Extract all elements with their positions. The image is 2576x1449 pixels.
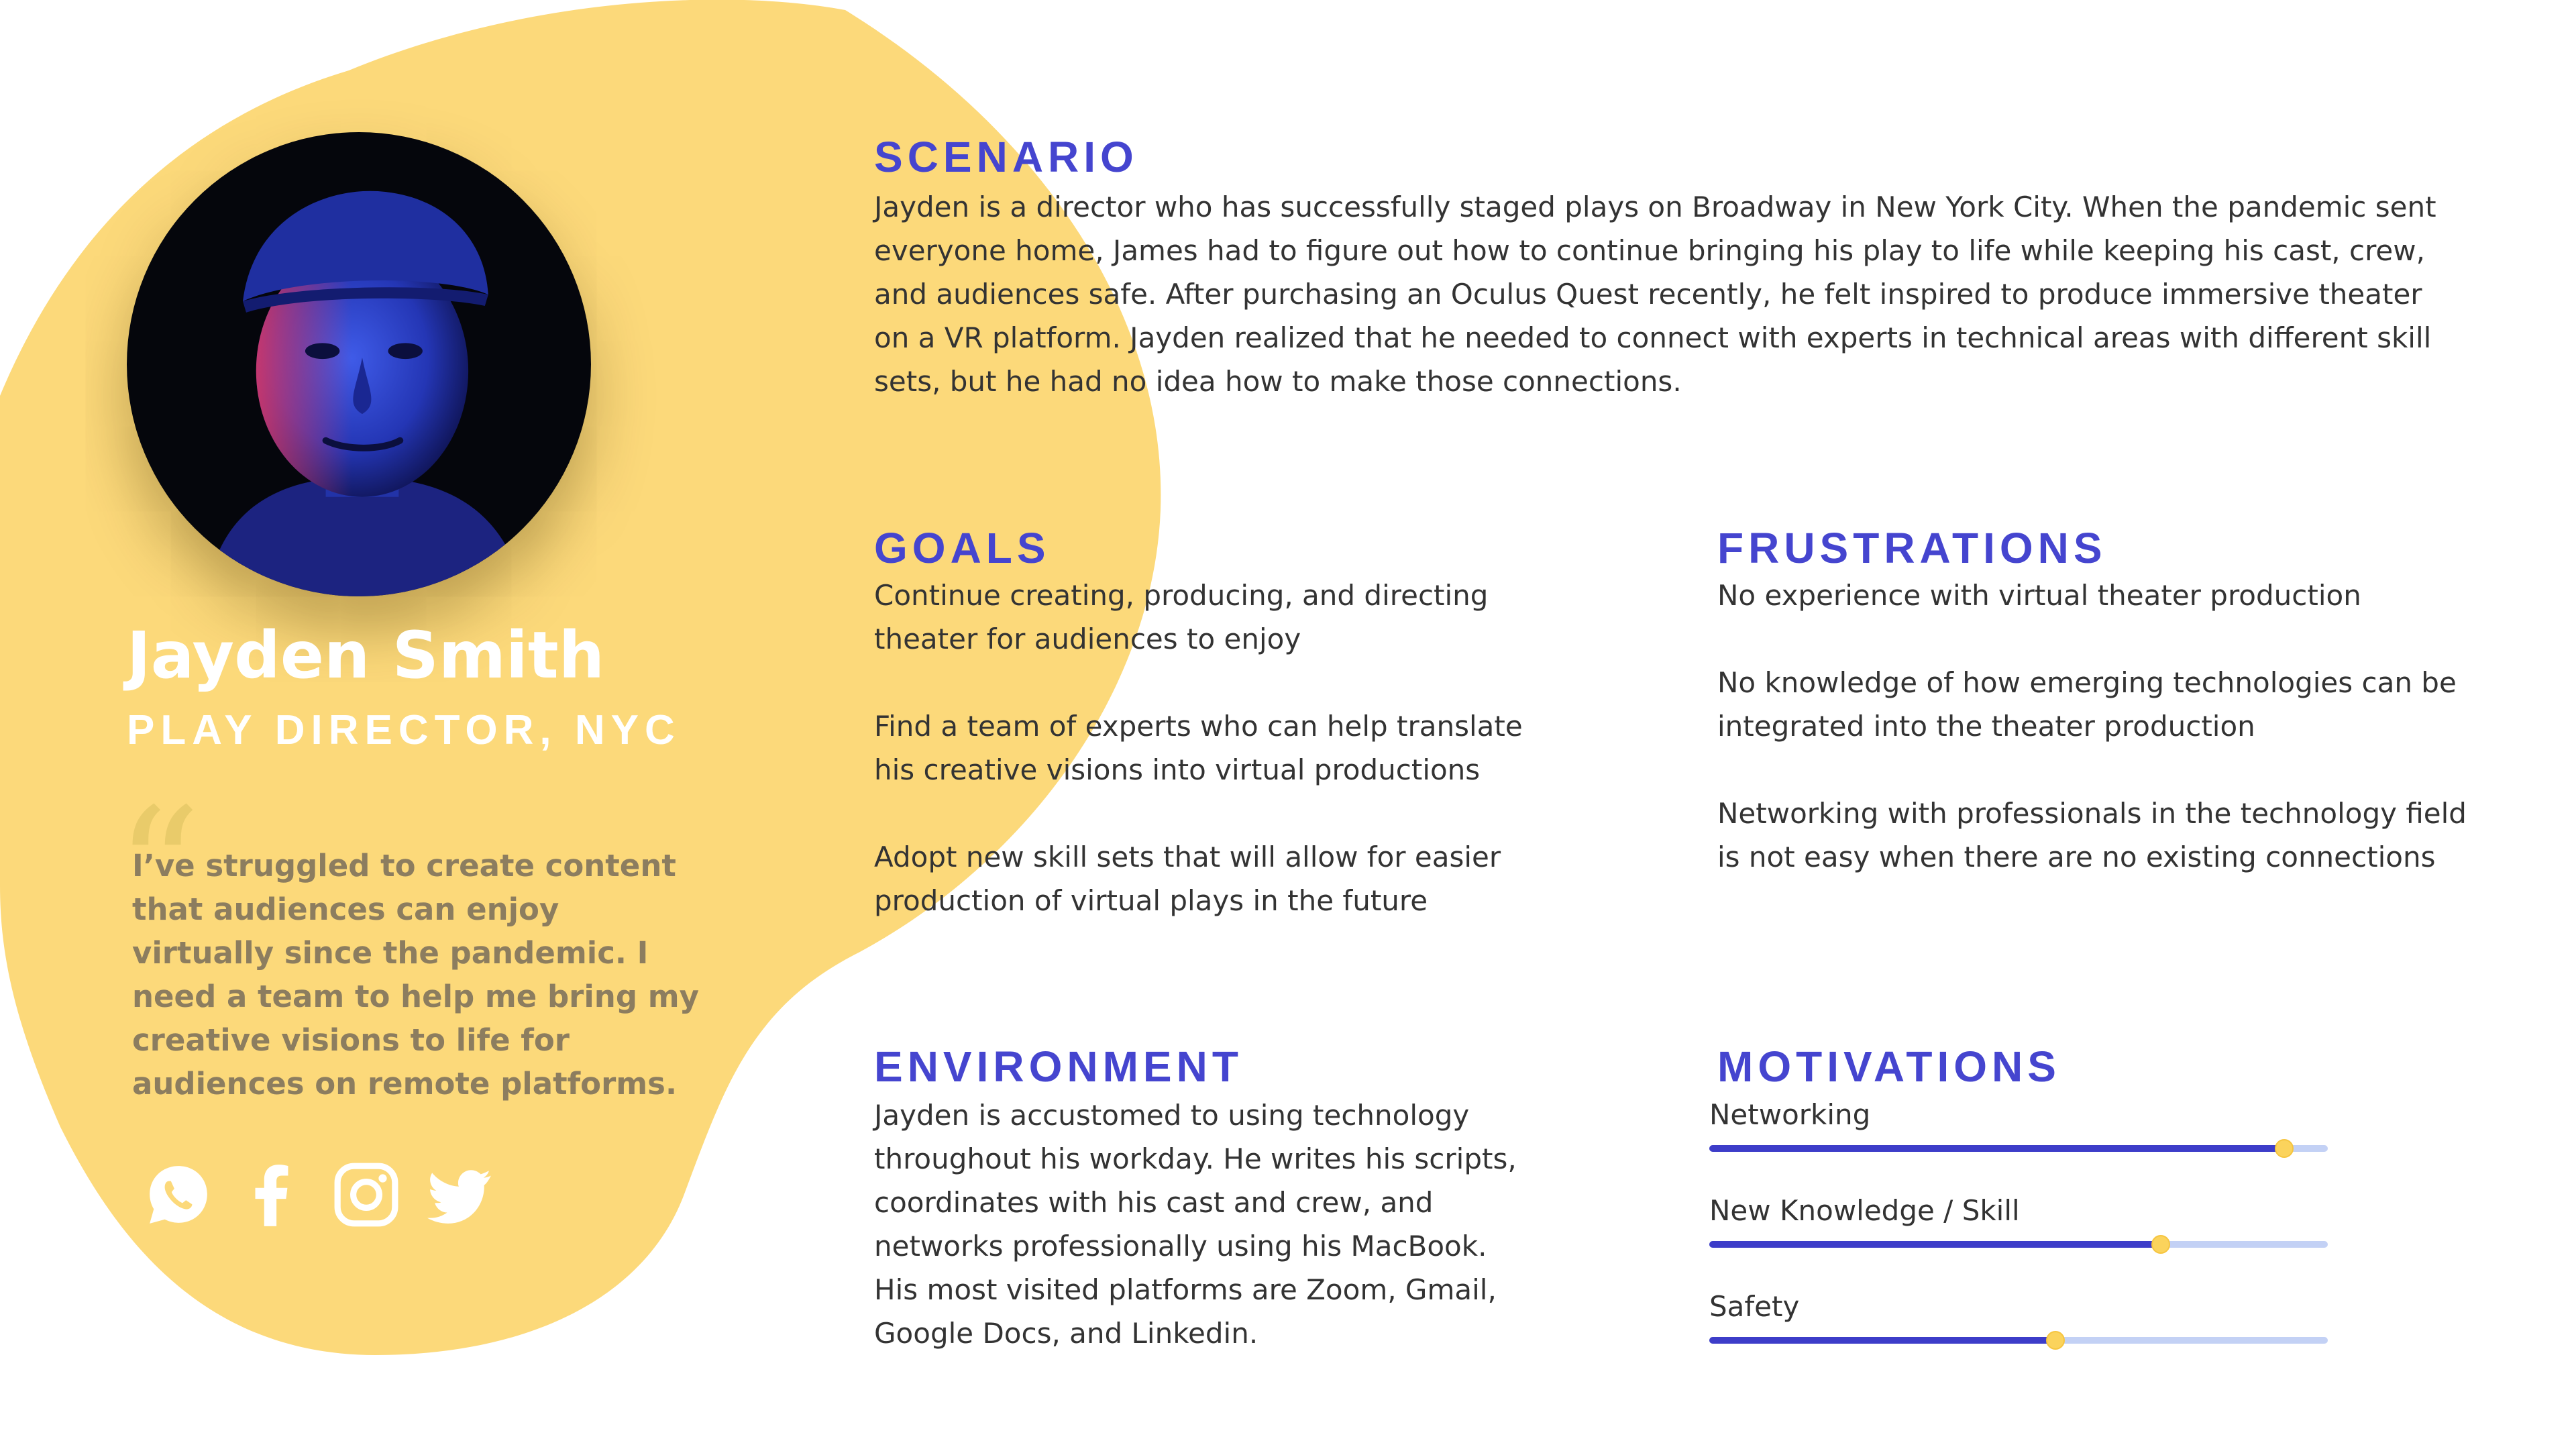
goals-title: GOALS [874, 524, 1051, 572]
facebook-icon[interactable] [238, 1161, 307, 1229]
quote-mark: “ [115, 772, 201, 967]
instagram-icon[interactable] [332, 1161, 400, 1229]
scenario-text: Jayden is a director who has successfully staged plays on Broadway in New York City. When the pandemic sent everyone home, James had to figure out how to continue bringing his play to life while keeping his cast, crew, and audiences safe. After purchasing an Oculus Quest recently, he felt inspired to produce immersive theater on a VR platform. Jayden realized that he needed to connect with experts in technical areas with different skill sets, but he had no idea how to make those connections. [874, 191, 2436, 398]
twitter-icon[interactable] [426, 1161, 494, 1229]
goal-item: Continue creating, producing, and directing theater for audiences to enjoy [874, 579, 1489, 655]
frustrations-title: FRUSTRATIONS [1717, 524, 2107, 572]
environment-text: Jayden is accustomed to using technology throughout his workday. He writes his scripts, coordinates with his cast and crew, and networks professionally using his MacBook. His most visited platforms are Zoom, Gmail, Google Docs, and Linkedin. [874, 1099, 1517, 1350]
persona-role: PLAY DIRECTOR, NYC [127, 707, 681, 753]
whatsapp-icon[interactable] [144, 1161, 213, 1229]
persona-name: Jayden Smith [127, 618, 605, 693]
motivation-track [1709, 1145, 2328, 1152]
motivation-networking [1709, 1095, 2328, 1191]
goal-item: Adopt new skill sets that will allow for easier production of virtual plays in the future [874, 841, 1501, 917]
motivation-safety [1709, 1287, 2328, 1383]
persona-quote: I’ve struggled to create content that audiences can enjoy virtually since the pandemic. I need a team to help me bring my creative visions to life for audiences on remote platforms. [132, 848, 699, 1102]
frustration-item: No knowledge of how emerging technologies can be integrated into the theater production [1717, 666, 2457, 743]
motivation-knob[interactable] [2151, 1235, 2170, 1254]
frustration-item: No experience with virtual theater production [1717, 579, 2361, 612]
motivation-track [1709, 1241, 2328, 1248]
motivation-knob[interactable] [2275, 1139, 2294, 1158]
avatar [127, 132, 591, 596]
motivation-label: Safety [1709, 1290, 1800, 1323]
frustration-item: Networking with professionals in the technology field is not easy when there are no existing connections [1717, 797, 2467, 873]
scenario-title: SCENARIO [874, 133, 1138, 181]
portrait-icon [127, 132, 591, 596]
motivation-fill [1709, 1337, 2055, 1344]
environment-title: ENVIRONMENT [874, 1042, 1243, 1091]
goals-list [874, 574, 1572, 922]
motivation-label: Networking [1709, 1098, 1871, 1131]
motivation-knob[interactable] [2046, 1331, 2065, 1350]
motivation-track [1709, 1337, 2328, 1344]
motivations-list [1709, 1095, 2328, 1383]
motivation-new-knowledge-skill [1709, 1191, 2328, 1287]
motivations-title: MOTIVATIONS [1717, 1042, 2061, 1091]
goal-item: Find a team of experts who can help translate his creative visions into virtual productions [874, 710, 1523, 786]
motivation-fill [1709, 1241, 2161, 1248]
motivation-fill [1709, 1145, 2284, 1152]
motivation-label: New Knowledge / Skill [1709, 1194, 2020, 1227]
frustrations-list [1717, 574, 2475, 879]
social-icons [144, 1161, 494, 1229]
